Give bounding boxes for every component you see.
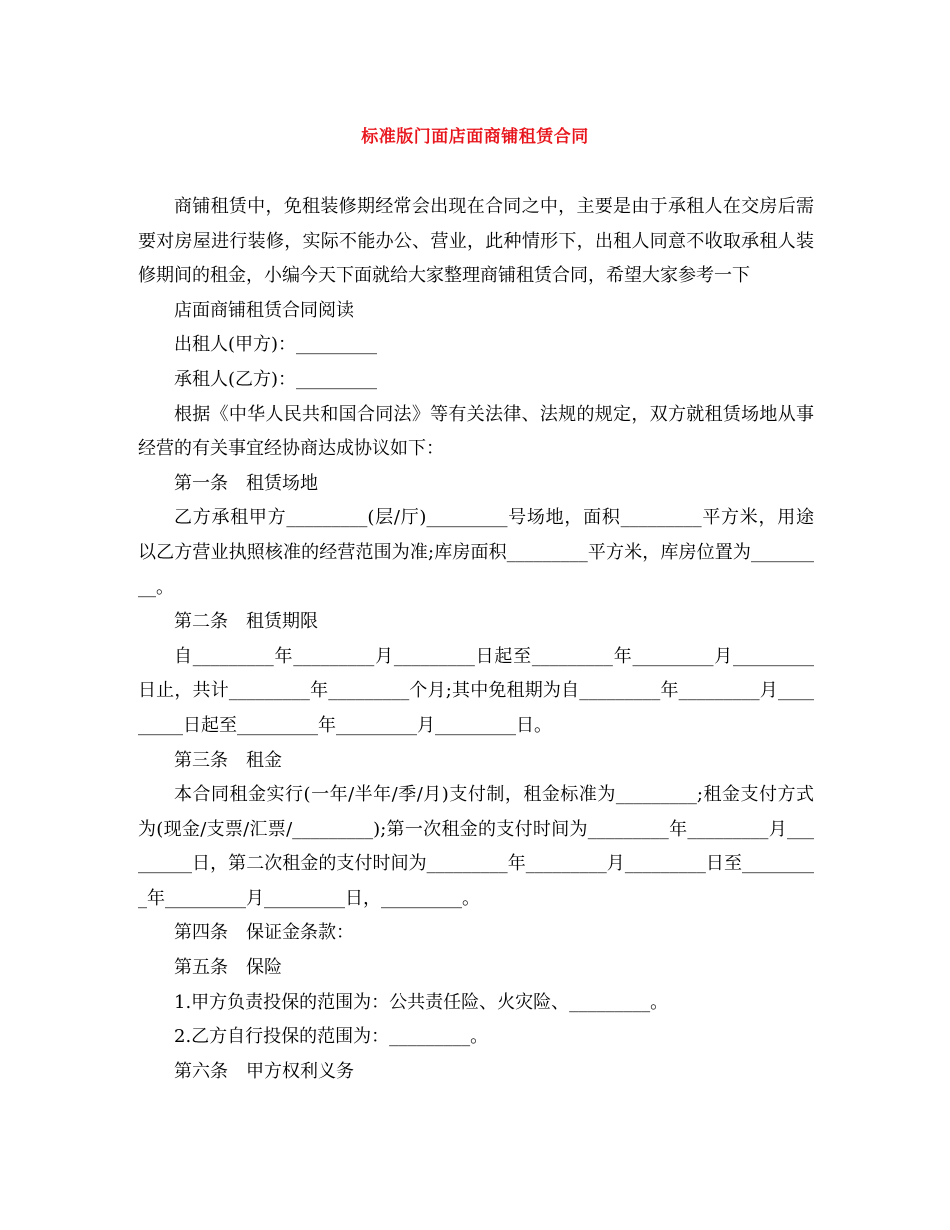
legal-basis-paragraph: 根据《中华人民共和国合同法》等有关法律、法规的规定，双方就租赁场地从事经营的有关事宜经协商达成协议如下：	[138, 403, 814, 460]
subtitle-line: 店面商铺租赁合同阅读	[174, 299, 354, 321]
article-5-heading: 第五条 保险	[174, 957, 282, 979]
article-2-body: 自_________年_________月_________日起至_________年_________月_________日止，共计_________年_________个月;其中免租期为自_________年_________月_________日起至_________年_________月_________日。	[138, 645, 814, 736]
article-6-heading: 第六条 甲方权利义务	[174, 1060, 354, 1082]
article-3-heading: 第三条 租金	[174, 749, 282, 771]
lessee-line: 承租人(乙方)：_________	[174, 368, 378, 390]
document-body	[138, 190, 814, 1089]
article-5-item-2: 2.乙方自行投保的范围为：_________。	[174, 1026, 489, 1048]
article-2-heading: 第二条 租赁期限	[174, 611, 318, 633]
article-5-item-1: 1.甲方负责投保的范围为：公共责任险、火灾险、_________。	[174, 991, 669, 1013]
lessor-line: 出租人(甲方)：_________	[174, 334, 378, 356]
article-4-heading: 第四条 保证金条款：	[174, 922, 354, 944]
document-title: 标准版门面店面商铺租赁合同	[361, 127, 589, 147]
article-1-body: 乙方承租甲方_________(层/厅)_________号场地，面积_________平方米，用途以乙方营业执照核准的经营范围为准;库房面积_________平方米，库房位置为_________。	[138, 507, 814, 598]
article-1-heading: 第一条 租赁场地	[174, 472, 318, 494]
article-3-body: 本合同租金实行(一年/半年/季/月)支付制，租金标准为_________;租金支付方式为(现金/支票/汇票/_________);第一次租金的支付时间为_________年_________月_________日，第二次租金的支付时间为_________年_________月_________日至_________年_________月_________日，_________。	[138, 784, 814, 909]
intro-paragraph: 商铺租赁中，免租装修期经常会出现在合同之中，主要是由于承租人在交房后需要对房屋进行装修，实际不能办公、营业，此种情形下，出租人同意不收取承租人装修期间的租金，小编今天下面就给大家整理商铺租赁合同，希望大家参考一下	[138, 196, 814, 287]
